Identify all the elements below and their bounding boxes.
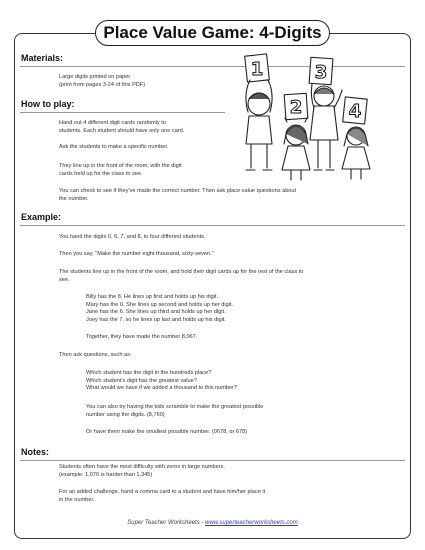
list-item: Mary has the 0. She lines up second and holds up her digit. [86, 301, 234, 308]
notes-divider [20, 460, 405, 461]
notes-p2: For an added challenge, hand a comma card to a student and have him/her place it in the number. [59, 489, 266, 503]
card-digit: 1 [250, 59, 264, 80]
footer-link[interactable]: www.superteacherworksheets.com [205, 520, 298, 526]
list-item: Jane has the 6. She lines up third and holds up her digit. [86, 309, 226, 316]
example-ask: Then ask questions, such as: [59, 352, 132, 358]
example-p1: You hand the digits 0, 6, 7, and 8, to four different students. [59, 234, 206, 240]
materials-line: Large digits printed on paper [59, 74, 131, 80]
how-to-play-divider [20, 112, 225, 113]
card-digit: 2 [289, 97, 303, 118]
example-p2: Then you say, "Make the number eight thousand, sixty-seven." [59, 251, 214, 257]
example-student-list [86, 294, 233, 324]
page-title: Place Value Game: 4-Digits [95, 20, 330, 46]
list-item: Which student has the digit in the hundreds place? [86, 370, 212, 376]
notes-heading: Notes: [21, 447, 50, 457]
card-digit: 4 [348, 101, 362, 122]
footer [0, 520, 425, 526]
example-p3: The students line up in the front of the room, and hold their digit cards up for the rest of the class to see. [59, 269, 304, 283]
example-divider [20, 225, 405, 226]
example-questions [86, 370, 237, 393]
example-together: Together, they have made the number 8,067. [86, 334, 198, 340]
materials-line: (print from pages 3-24 of this PDF) [59, 81, 146, 88]
card-digit: 3 [314, 62, 328, 83]
example-scramble: You can also try having the kids scramble to make the greatest possible number using the digits. (8,760) [86, 404, 264, 418]
list-item: Which student's digit has the greatest value? [86, 377, 197, 384]
list-item: Joey has the 7, so he lines up last and holds up his digit. [86, 316, 226, 323]
how-to-play-heading: How to play: [21, 99, 75, 109]
example-heading: Example: [21, 212, 62, 222]
list-item: Billy has the 8. He lines up first and holds up his digit. [86, 294, 219, 300]
materials-text [59, 74, 145, 89]
notes-p1: Students often have the most difficulty with zeros in large numbers. (example: 1,070 is harder than 1,345) [59, 464, 225, 478]
how-to-play-p2: Ask the students to make a specific number. [59, 144, 169, 150]
how-to-play-p4: You can check to see if they've made the correct number. Then ask place value questions about the number. [59, 188, 297, 202]
how-to-play-p3: They line up in the front of the room, with the digit cards held up for the class to see. [59, 163, 182, 177]
how-to-play-p1: Hand out 4 different digit cards randomly to students. Each student should have only one card. [59, 120, 185, 134]
kids-holding-cards-illustration [232, 52, 407, 187]
footer-text: Super Teacher Worksheets - [127, 520, 206, 526]
materials-heading: Materials: [21, 53, 64, 63]
list-item: What would we have if we added a thousand to this number? [86, 385, 238, 392]
example-smallest: Or have them make the smallest possible number. (0678, or 678) [86, 429, 248, 435]
